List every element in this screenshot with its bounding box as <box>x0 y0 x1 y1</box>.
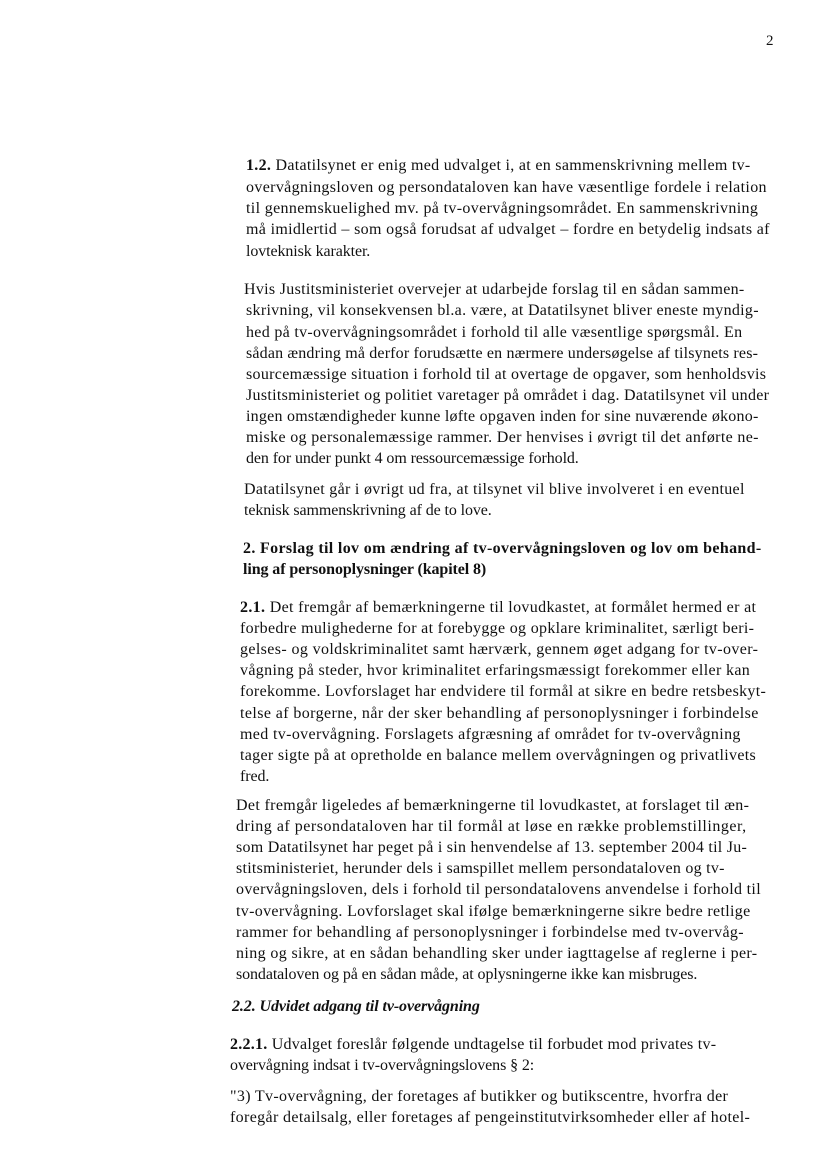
text-line <box>246 322 742 343</box>
text-segment: Hvis Justitsministeriet overvejer at udarbejde forslag til en sådan sammen- <box>244 281 745 298</box>
text-segment: den for under punkt 4 om ressourcemæssige forhold. <box>246 450 579 467</box>
text-line <box>236 943 758 964</box>
text-segment: Datatilsynet går i øvrigt ud fra, at tilsynet vil blive involveret i en eventuel <box>244 481 745 498</box>
text-segment: Udvalget foreslår følgende undtagelse til forbudet mod privates tv- <box>267 1036 717 1053</box>
text-segment: teknisk sammenskrivning af de to love. <box>244 502 492 519</box>
text-segment: overvågningsloven, dels i forhold til persondatalovens anvendelse i forhold til <box>236 881 761 898</box>
text-line <box>246 364 766 385</box>
text-line <box>236 837 747 858</box>
text-segment: sondataloven og på en sådan måde, at oplysningerne ikke kan misbruges. <box>236 966 698 983</box>
text-segment: som Datatilsynet har peget på i sin henvendelse af 13. september 2004 til Ju- <box>236 839 748 856</box>
text-segment: "3) Tv-overvågning, der foretages af butikker og butikscentre, hvorfra der <box>230 1088 729 1105</box>
text-line <box>230 1086 728 1107</box>
text-line <box>230 1055 534 1076</box>
text-line <box>246 427 759 448</box>
text-segment: tv-overvågning. Lovforslaget skal ifølge bemærkningerne sikre bedre retlige <box>236 903 751 920</box>
page-number: 2 <box>766 33 774 49</box>
text-line <box>240 766 269 787</box>
text-line <box>230 1107 750 1128</box>
text-line <box>236 795 749 816</box>
text-segment: gelses- og voldskriminalitet samt hærværk, gennem øget adgang for tv-over- <box>240 641 759 658</box>
text-line <box>240 660 750 681</box>
text-line <box>246 198 758 219</box>
text-segment: Det fremgår af bemærkningerne til lovudkastet, at formålet hermed er at <box>265 599 757 616</box>
text-segment: må imidlertid – som også forudsat af udvalget – fordre en betydelig indsats af <box>246 221 770 238</box>
text-segment: miske og personalemæssige rammer. Der henvises i øvrigt til det anførte ne- <box>246 429 759 446</box>
text-line <box>243 559 486 580</box>
text-segment: foregår detailsalg, eller foretages af pengeinstitutvirksomheder eller af hotel- <box>230 1109 751 1126</box>
text-segment: telse af borgerne, når der sker behandling af personoplysninger i forbindelse <box>240 705 759 722</box>
text-line <box>244 500 492 521</box>
text-line <box>246 300 759 321</box>
text-line <box>232 996 480 1017</box>
text-line <box>246 219 770 240</box>
text-segment: forekomme. Lovforslaget har endvidere til formål at sikre en bedre retsbeskyt- <box>240 683 767 700</box>
text-line <box>236 964 697 985</box>
text-segment: 1.2. <box>246 157 272 174</box>
text-segment: 2.1. <box>240 599 266 616</box>
text-line <box>240 745 756 766</box>
text-segment: Det fremgår ligeledes af bemærkningerne til lovudkastet, at forslaget til æn- <box>236 797 750 814</box>
text-line <box>244 279 745 300</box>
text-line <box>236 858 725 879</box>
text-line <box>246 448 579 469</box>
text-line <box>246 155 751 176</box>
text-segment: overvågning indsat i tv-overvågningslovens § 2: <box>230 1057 535 1074</box>
text-segment: til gennemskuelighed mv. på tv-overvågningsområdet. En sammenskrivning <box>246 200 759 217</box>
text-segment: ling af personoplysninger (kapitel 8) <box>243 561 487 578</box>
text-segment: 2.2.1. <box>230 1036 268 1053</box>
text-line <box>240 639 758 660</box>
text-segment: stitsministeriet, herunder dels i samspillet mellem persondataloven og tv- <box>236 860 725 877</box>
text-segment: hed på tv-overvågningsområdet i forhold til alle væsentlige spørgsmål. En <box>246 324 743 341</box>
text-segment: dring af persondataloven har til formål at løse en række problemstillinger, <box>236 818 747 835</box>
text-segment: Datatilsynet er enig med udvalget i, at en sammenskrivning mellem tv- <box>271 157 751 174</box>
text-line <box>236 816 747 837</box>
text-segment: rammer for behandling af personoplysninger i forbindelse med tv-overvåg- <box>236 924 745 941</box>
text-segment: overvågningsloven og persondataloven kan have væsentlige fordele i relation <box>246 179 767 196</box>
text-line <box>236 901 751 922</box>
text-segment: lovteknisk karakter. <box>246 243 371 260</box>
text-line <box>240 681 766 702</box>
text-segment: vågning på steder, hvor kriminalitet erfaringsmæssigt forekommer eller kan <box>240 662 751 679</box>
text-segment: forbedre mulighederne for at forebygge og opklare kriminalitet, særligt beri- <box>240 620 755 637</box>
text-line <box>236 879 761 900</box>
text-line <box>240 618 754 639</box>
text-segment: skrivning, vil konsekvensen bl.a. være, at Datatilsynet bliver eneste myndig- <box>246 302 759 319</box>
text-segment: fred. <box>240 768 270 785</box>
text-line <box>240 724 741 745</box>
text-line <box>236 922 744 943</box>
text-segment: ning og sikre, at en sådan behandling sker under iagttagelse af reglerne i per- <box>236 945 758 962</box>
text-segment: 2. Forslag til lov om ændring af tv-overvågningsloven og lov om behand- <box>243 540 762 557</box>
text-segment: tager sigte på at opretholde en balance mellem overvågningen og privatlivets <box>240 747 757 764</box>
text-line <box>246 406 759 427</box>
text-line <box>240 703 759 724</box>
text-line <box>243 538 762 559</box>
text-line <box>246 241 370 262</box>
text-line <box>246 343 758 364</box>
text-segment: sådan ændring må derfor forudsætte en nærmere undersøgelse af tilsynets res- <box>246 345 759 362</box>
text-segment: 2.2. Udvidet adgang til tv-overvågning <box>232 998 480 1015</box>
text-line <box>240 597 756 618</box>
text-segment: med tv-overvågning. Forslagets afgræsning af området for tv-overvågning <box>240 726 741 743</box>
text-line <box>244 479 745 500</box>
text-segment: sourcemæssige situation i forhold til at overtage de opgaver, som henholdsvis <box>246 366 767 383</box>
text-line <box>246 177 767 198</box>
text-line <box>230 1034 716 1055</box>
text-segment: ingen omstændigheder kunne løfte opgaven inden for sine nuværende økono- <box>246 408 759 425</box>
text-segment: Justitsministeriet og politiet varetager på området i dag. Datatilsynet vil under <box>246 387 770 404</box>
text-line <box>246 385 769 406</box>
